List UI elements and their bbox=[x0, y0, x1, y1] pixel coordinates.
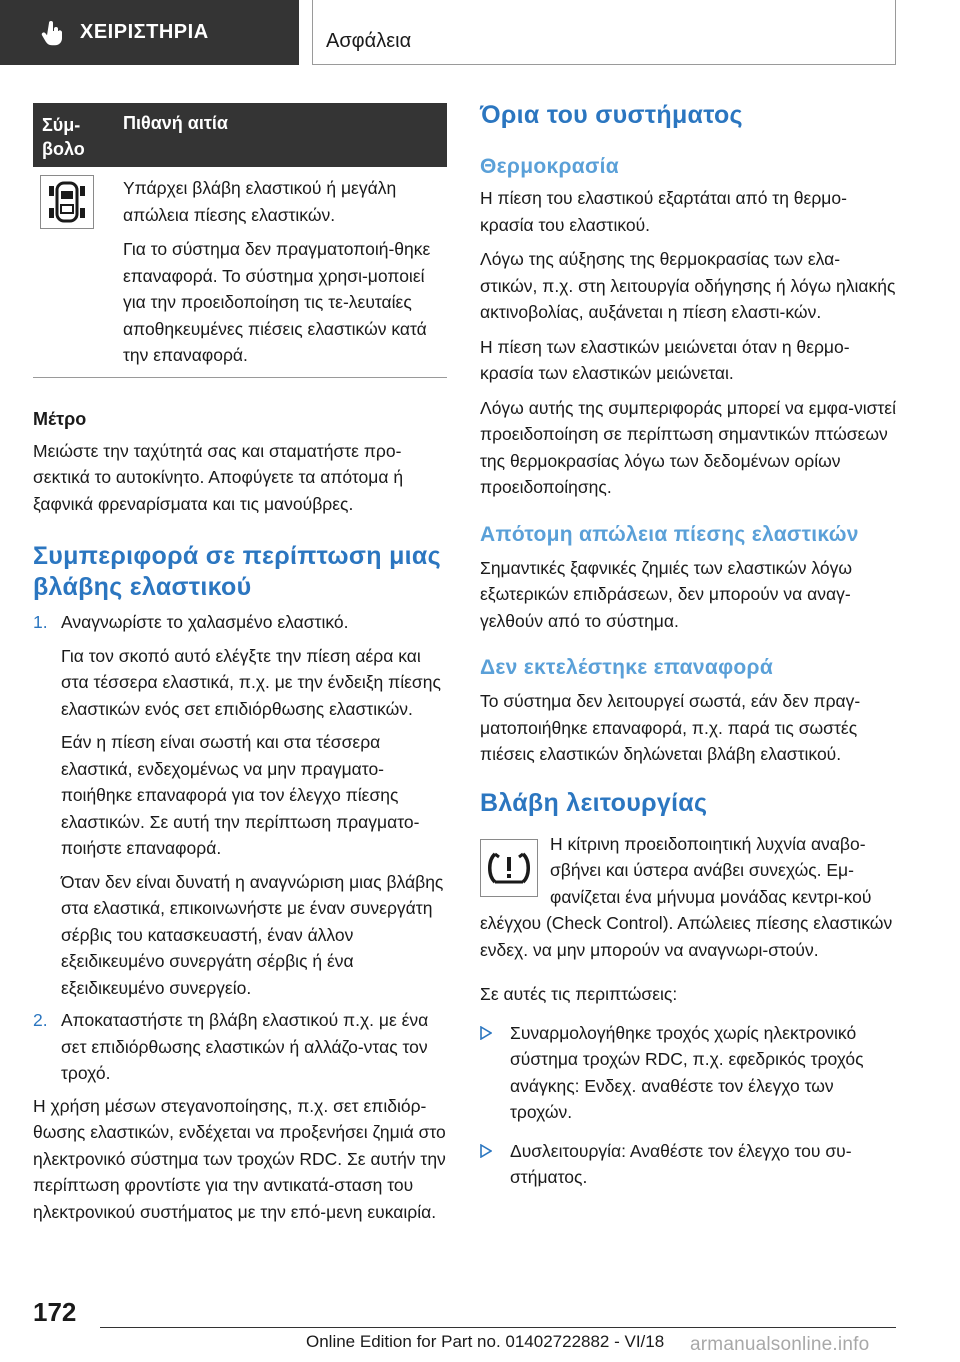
steps-list bbox=[33, 609, 447, 1087]
temperature-text-3: Η πίεση των ελαστικών μειώνεται όταν η θερμο-κρασία των ελαστικών μειώνεται. bbox=[480, 336, 850, 383]
list-item bbox=[33, 609, 447, 1001]
list-item bbox=[33, 1007, 447, 1087]
cause-text-1: Υπάρχει βλάβη ελαστικού ή μεγάλη απώλεια πίεσης ελαστικών. bbox=[123, 178, 397, 225]
section-title: Ασφάλεια bbox=[326, 30, 412, 52]
case-text: Συναρμολογήθηκε τροχός χωρίς ηλεκτρονικό σύστημα τροχών RDC, π.χ. εφεδρικός τροχός ανάγκης: Ενδεχ. αναθέστε τον έλεγχο των τροχών. bbox=[510, 1022, 864, 1122]
no-reset-text: Το σύστημα δεν λειτουργεί σωστά, εάν δεν πραγ-ματοποιήθηκε επαναφορά, π.χ. παρά τις σωστές πιέσεις ελαστικών δηλώνεται βλάβη ελαστικού. bbox=[480, 691, 861, 764]
limits-heading: Όρια του συστήματος bbox=[480, 101, 743, 129]
hand-pointer-icon bbox=[40, 20, 66, 46]
watermark: armanualsonline.info bbox=[690, 1334, 870, 1355]
step-number: 1. bbox=[33, 612, 48, 632]
step-detail-2: Εάν η πίεση είναι σωστή και στα τέσσερα ελαστικά, ενδεχομένως να μην πραγματο-ποιήθηκε επαναφορά για τον έλεγχο πίεσης ελαστικών. Σε αυτή την περίπτωση πραγματο-ποιήστε επαναφορά. bbox=[61, 732, 420, 858]
malfunction-block bbox=[480, 831, 896, 964]
case-text: Δυσλειτουργία: Αναθέστε τον έλεγχο του συ-στήματος. bbox=[510, 1140, 852, 1187]
triangle-bullet-icon bbox=[480, 1020, 510, 1126]
section-header-box bbox=[312, 0, 896, 65]
measure-heading: Μέτρο bbox=[33, 408, 87, 429]
malfunction-heading: Βλάβη λειτουργίας bbox=[480, 788, 708, 817]
table-header bbox=[33, 103, 447, 167]
pressure-loss-heading: Απότομη απώλεια πίεσης ελαστικών bbox=[480, 522, 859, 546]
step-text: Αποκαταστήστε τη βλάβη ελαστικού π.χ. με ένα σετ επιδιόρθωσης ελαστικών ή αλλάζο-ντας τον τροχό. bbox=[61, 1010, 429, 1083]
behavior-heading: Συμπεριφορά σε περίπτωση μιας βλάβης ελαστικού bbox=[33, 542, 441, 601]
table-header-symbol-line2: βολο bbox=[42, 139, 85, 159]
cases-intro: Σε αυτές τις περιπτώσεις: bbox=[480, 984, 678, 1004]
tire-warning-icon bbox=[480, 839, 538, 897]
temperature-text-1: Η πίεση του ελαστικού εξαρτάται από τη θερμο-κρασία του ελαστικού. bbox=[480, 188, 847, 235]
step-detail-1: Για τον σκοπό αυτό ελέγξτε την πίεση αέρα και στα τέσσερα ελαστικά, π.χ. με την ένδειξη πίεσης ελαστικών ενός σετ επιδιόρθωσης ελαστικών. bbox=[61, 645, 441, 719]
edition-text: Online Edition for Part no. 01402722882 - VI/18 bbox=[306, 1332, 665, 1351]
page-number: 172 bbox=[33, 1297, 77, 1327]
temperature-heading: Θερμοκρασία bbox=[480, 155, 619, 178]
footer-divider bbox=[100, 1327, 896, 1328]
pressure-loss-text: Σημαντικές ξαφνικές ζημιές των ελαστικών λόγω εξωτερικών επιδράσεων, δεν μπορούν να αναγ-γελθούν από το σύστημα. bbox=[480, 557, 853, 631]
header-bar bbox=[0, 0, 299, 65]
chapter-title: ΧΕΙΡΙΣΤΗΡΙΑ bbox=[80, 21, 209, 43]
cases-list bbox=[480, 1020, 896, 1191]
tire-pressure-car-icon bbox=[40, 175, 94, 229]
step-text: Αναγνωρίστε το χαλασμένο ελαστικό. bbox=[61, 612, 349, 632]
table-header-symbol bbox=[33, 103, 113, 167]
cause-text-2: Για το σύστημα δεν πραγματοποιή-θηκε επαναφορά. Το σύστημα χρησι-μοποιεί για την προειδοποίηση τις τε-λευταίες αποθηκευμένες πιέσεις ελαστικών κατά την επαναφορά. bbox=[123, 239, 431, 365]
list-item bbox=[480, 1020, 896, 1126]
temperature-text-2: Λόγω της αύξησης της θερμοκρασίας των ελα-στικών, π.χ. στη λειτουργία οδήγησης ή λόγω ηλιακής ακτινοβολίας, αυξάνεται η πίεση ελαστι-κών. bbox=[480, 249, 896, 322]
temperature-text-4: Λόγω αυτής της συμπεριφοράς μπορεί να εμφα-νιστεί προειδοποίηση σε περίπτωση σημαντικών πτώσεων της θερμοκρασίας λόγω των δεδομένων ορίων προειδοποίησης. bbox=[480, 397, 896, 497]
no-reset-heading: Δεν εκτελέστηκε επαναφορά bbox=[480, 656, 774, 679]
step-number: 2. bbox=[33, 1010, 48, 1030]
right-column bbox=[480, 100, 896, 1203]
table-header-symbol-line1: Σύμ- bbox=[42, 115, 81, 135]
triangle-bullet-icon bbox=[480, 1138, 510, 1191]
left-column bbox=[33, 103, 447, 1225]
table-header-cause: Πιθανή αιτία bbox=[123, 113, 228, 133]
sealant-note: Η χρήση μέσων στεγανοποίησης, π.χ. σετ επιδιόρ-θωσης ελαστικών, ενδέχεται να προξενήσει ζημιά στο ηλεκτρονικό σύστημα των τροχών RDC. Σε αυτήν την περίπτωση φροντίστε για την αντικατά-σταση του ηλεκτρονικού συστήματος με την επό-μενη ευκαιρία. bbox=[33, 1095, 446, 1222]
list-item bbox=[480, 1138, 896, 1191]
step-detail-3: Όταν δεν είναι δυνατή η αναγνώριση μιας βλάβης στα ελαστικά, επικοινωνήστε με έναν συνεργάτη σέρβις του κατασκευαστή, έναν άλλον εξειδικευμένο συνεργάτη σέρβις ή ένα εξειδικευμένο συνεργείο. bbox=[61, 871, 444, 998]
measure-text: Μειώστε την ταχύτητά σας και σταματήστε προ-σεκτικά το αυτοκίνητο. Αποφύγετε τα απότομα ή ξαφνικά φρεναρίσματα και τις μανούβρες. bbox=[33, 440, 404, 514]
table-row bbox=[33, 167, 447, 378]
malfunction-text: Η κίτρινη προειδοποιητική λυχνία αναβο-σβήνει και ύστερα ανάβει συνεχώς. Εμ-φανίζεται ένα μήνυμα μονάδας κεντρι-κού ελέγχου (Check Control). Απώλειες πίεσης ελαστικών ενδεχ. να μην μπορούν να αναγνωρι-στούν. bbox=[480, 833, 893, 960]
